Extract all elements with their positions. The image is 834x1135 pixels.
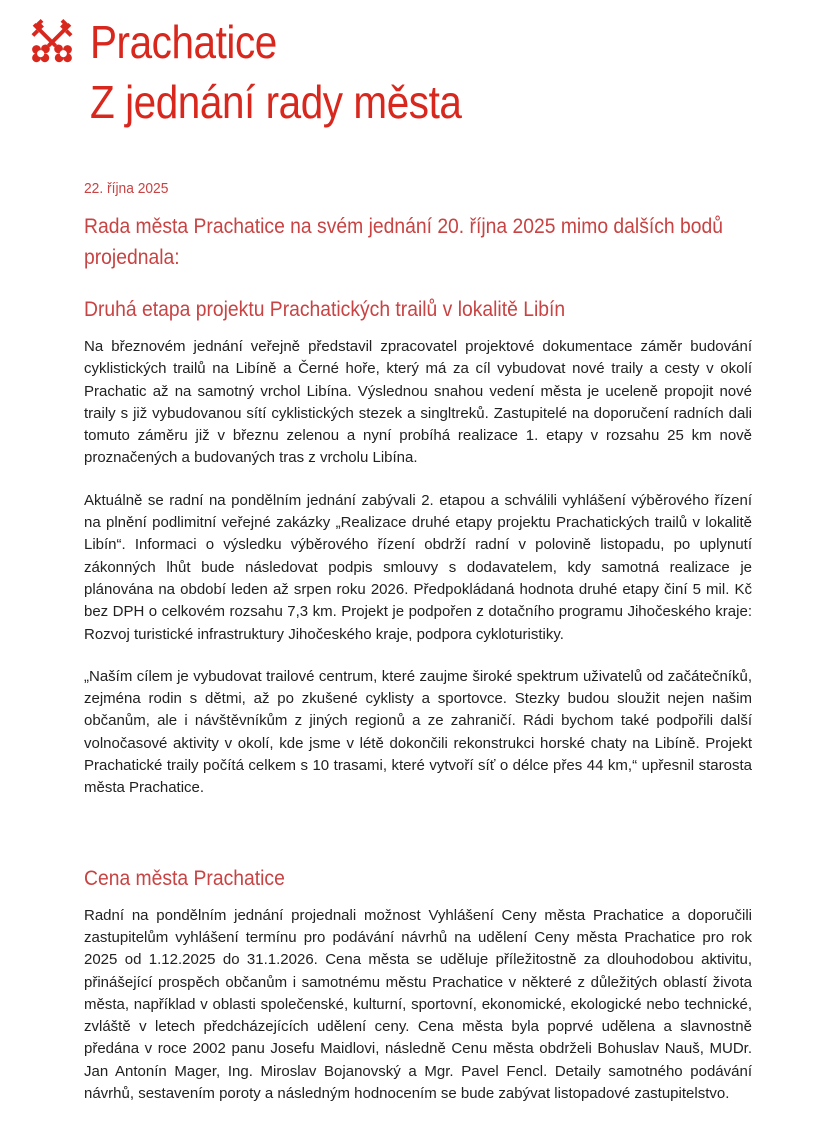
masthead-subtitle: Z jednání rady města <box>90 76 462 128</box>
intro-text: Rada města Prachatice na svém jednání 20. října 2025 mimo dalších bodů projednala: <box>84 215 723 269</box>
paragraph-city-award-1: Radní na pondělním jednání projednali možnost Vyhlášení Ceny města Prachatice a doporučili zastupitelům vyhlášení termínu pro podávání návrhů na udělení Ceny města Prachatice pro rok 2025 od 1.12.2025 do 31.1.2026. Cena města se uděluje příležitostně za dlouhodobou aktivitu, přinášející prospěch občanům i samotnému městu Prachatice v některé z důležitých oblastí života města, například v oblasti společenské, kulturní, sportovní, ekonomické, ekologické nebo technické, zvláště v letech předcházejících udělení ceny. Cena města byla poprvé udělena a slavnostně předána v roce 2002 panu Josefu Maidlovi, následně Cenu města obdrželi Bohuslav Nauš, MUDr. Jan Antonín Mager, Ing. Miroslav Bojanovský a Mgr. Pavel Fencl. Detaily samotného podávání návrhů, sestavením poroty a následným hodnocením se bude zabývat listopadové zastupitelstvo. <box>84 906 752 1103</box>
paragraph-trails-2: Aktuálně se radní na pondělním jednání zabývali 2. etapou a schválili vyhlášení výběrového řízení na plnění podlimitní veřejné zakázky „Realizace druhé etapy projektu Prachatických trailů v lokalitě Libín“. Informaci o výsledku výběrového řízení obdrží radní v polovině listopadu, po uplynutí zákonných lhůt bude následovat podpis smlouvy s dodavatelem, kdy samotná realizace je plánována na období leden až srpen roku 2026. Předpokládaná hodnota druhé etapy činí 5 mil. Kč bez DPH o celkovém rozsahu 7,3 km. Projekt je podpořen z dotačního programu Jihočeského kraje: Rozvoj turistické infrastruktury Jihočeského kraje, podpora cykloturistiky. <box>84 491 752 643</box>
section-heading-trails: Druhá etapa projektu Prachatických trailů v lokalitě Libín <box>84 298 566 321</box>
masthead-text <box>90 12 752 132</box>
masthead <box>25 12 752 132</box>
prachatice-logo <box>25 16 79 72</box>
crossed-keys-icon <box>25 16 79 72</box>
paragraph-trails-3: „Naším cílem je vybudovat trailové centrum, které zaujme široké spektrum uživatelů od začátečníků, zejména rodin s dětmi, až po zkušené cyklisty a sportovce. Stezky budou sloužit nejen našim občanům, ale i návštěvníkům z jiných regionů a ze zahraničí. Rádi bychom také podpořili další volnočasové aktivity v okolí, kde jsme v létě dokončili rekonstrukci horské chaty na Libíně. Projekt Prachatické traily počítá celkem s 10 trasami, které vytvoří síť o délce přes 44 km,“ upřesnil starosta města Prachatice. <box>84 667 752 797</box>
masthead-title: Prachatice <box>90 16 277 68</box>
section-heading-city-award: Cena města Prachatice <box>84 866 285 890</box>
paragraph-trails-1: Na březnovém jednání veřejně představil zpracovatel projektové dokumentace záměr budování cyklistických trailů na Libíně a Černé hoře, který má za cíl vybudovat nové traily a cesty v okolí Prachatic až na samotný vrchol Libína. Výslednou snahou vedení města je uceleně propojit nové traily s již vybudovanou sítí cyklistických stezek a singltreků. Zastupitelé na doporučení radních dali tomuto záměru již v březnu zelenou a nyní probíhá realizace 1. etapy v rozsahu 25 km nově proznačených a budovaných tras z vrcholu Libína. <box>84 338 752 467</box>
document-date: 22. října 2025 <box>84 180 169 197</box>
